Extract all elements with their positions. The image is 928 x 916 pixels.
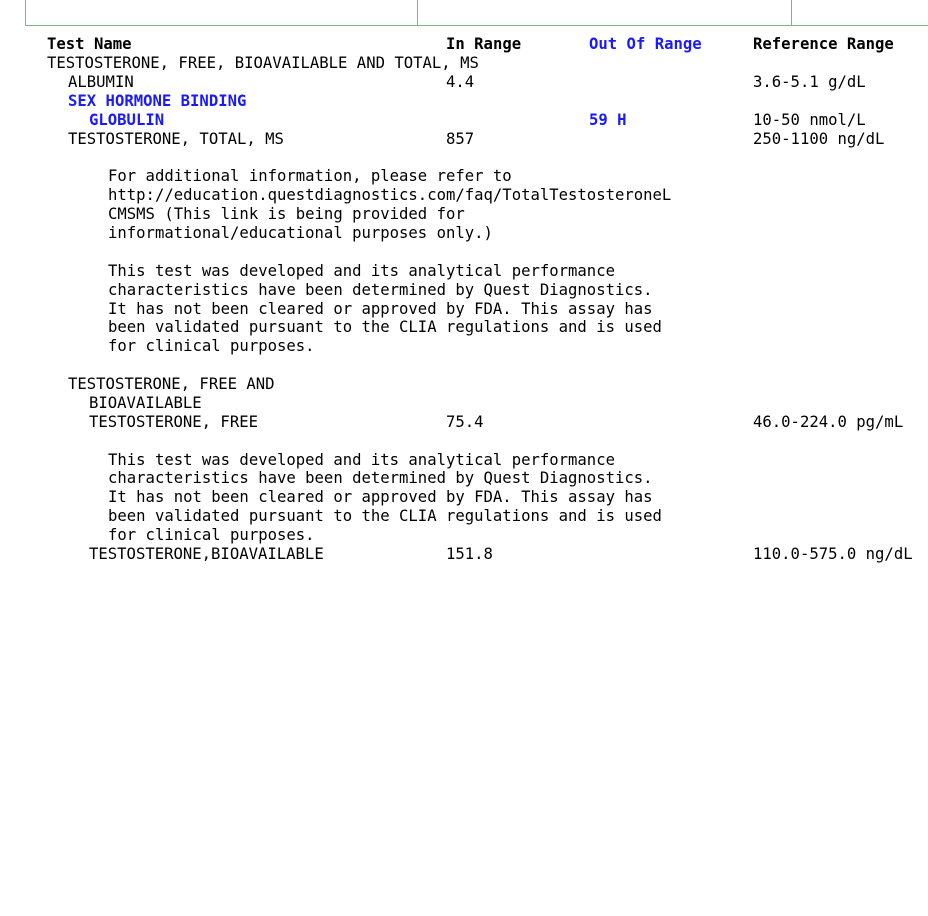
shbg-value-flag: 59 H — [589, 111, 627, 129]
free-bio-group-title: TESTOSTERONE, FREE AND — [68, 375, 275, 393]
fda-note-line: been validated pursuant to the CLIA regulations and is used — [108, 507, 662, 525]
header-table-frame — [25, 0, 928, 26]
bioavailable-testosterone-name: TESTOSTERONE,BIOAVAILABLE — [89, 545, 324, 563]
table-cell-divider — [417, 0, 418, 25]
column-header-out-of-range: Out Of Range — [589, 35, 702, 53]
column-header-reference-range: Reference Range — [753, 35, 894, 53]
free-testosterone-name: TESTOSTERONE, FREE — [89, 413, 258, 431]
info-note-line: CMSMS (This link is being provided for — [108, 205, 465, 223]
albumin-value: 4.4 — [446, 73, 475, 91]
albumin-reference: 3.6-5.1 g/dL — [753, 73, 866, 91]
fda-note-line: for clinical purposes. — [108, 526, 315, 544]
fda-note-line: been validated pursuant to the CLIA regulations and is used — [108, 318, 662, 336]
panel-title: TESTOSTERONE, FREE, BIOAVAILABLE AND TOTAL, MS — [47, 54, 479, 72]
fda-note-line: for clinical purposes. — [108, 337, 315, 355]
info-note-link[interactable]: http://education.questdiagnostics.com/faq/TotalTestosteroneL — [108, 186, 672, 204]
albumin-name: ALBUMIN — [68, 73, 134, 91]
bioavailable-testosterone-value: 151.8 — [446, 545, 493, 563]
column-header-in-range: In Range — [446, 35, 522, 53]
shbg-reference: 10-50 nmol/L — [753, 111, 866, 129]
total-testosterone-reference: 250-1100 ng/dL — [753, 130, 885, 148]
table-cell-divider — [791, 0, 792, 25]
fda-note-line: This test was developed and its analytical performance — [108, 451, 615, 469]
column-header-test-name: Test Name — [47, 35, 132, 53]
fda-note-line: This test was developed and its analytical performance — [108, 262, 615, 280]
free-testosterone-reference: 46.0-224.0 pg/mL — [753, 413, 904, 431]
info-note-line: For additional information, please refer to — [108, 167, 512, 185]
free-testosterone-value: 75.4 — [446, 413, 484, 431]
fda-note-line: It has not been cleared or approved by FDA. This assay has — [108, 488, 653, 506]
bioavailable-testosterone-reference: 110.0-575.0 ng/dL — [753, 545, 913, 563]
fda-note-line: It has not been cleared or approved by FDA. This assay has — [108, 300, 653, 318]
fda-note-line: characteristics have been determined by Quest Diagnostics. — [108, 469, 653, 487]
fda-note-line: characteristics have been determined by Quest Diagnostics. — [108, 281, 653, 299]
info-note-line: informational/educational purposes only.) — [108, 224, 493, 242]
total-testosterone-name: TESTOSTERONE, TOTAL, MS — [68, 130, 284, 148]
shbg-name-line1: SEX HORMONE BINDING — [68, 92, 247, 110]
shbg-name-line2: GLOBULIN — [89, 111, 165, 129]
total-testosterone-value: 857 — [446, 130, 475, 148]
free-bio-group-title: BIOAVAILABLE — [89, 394, 202, 412]
